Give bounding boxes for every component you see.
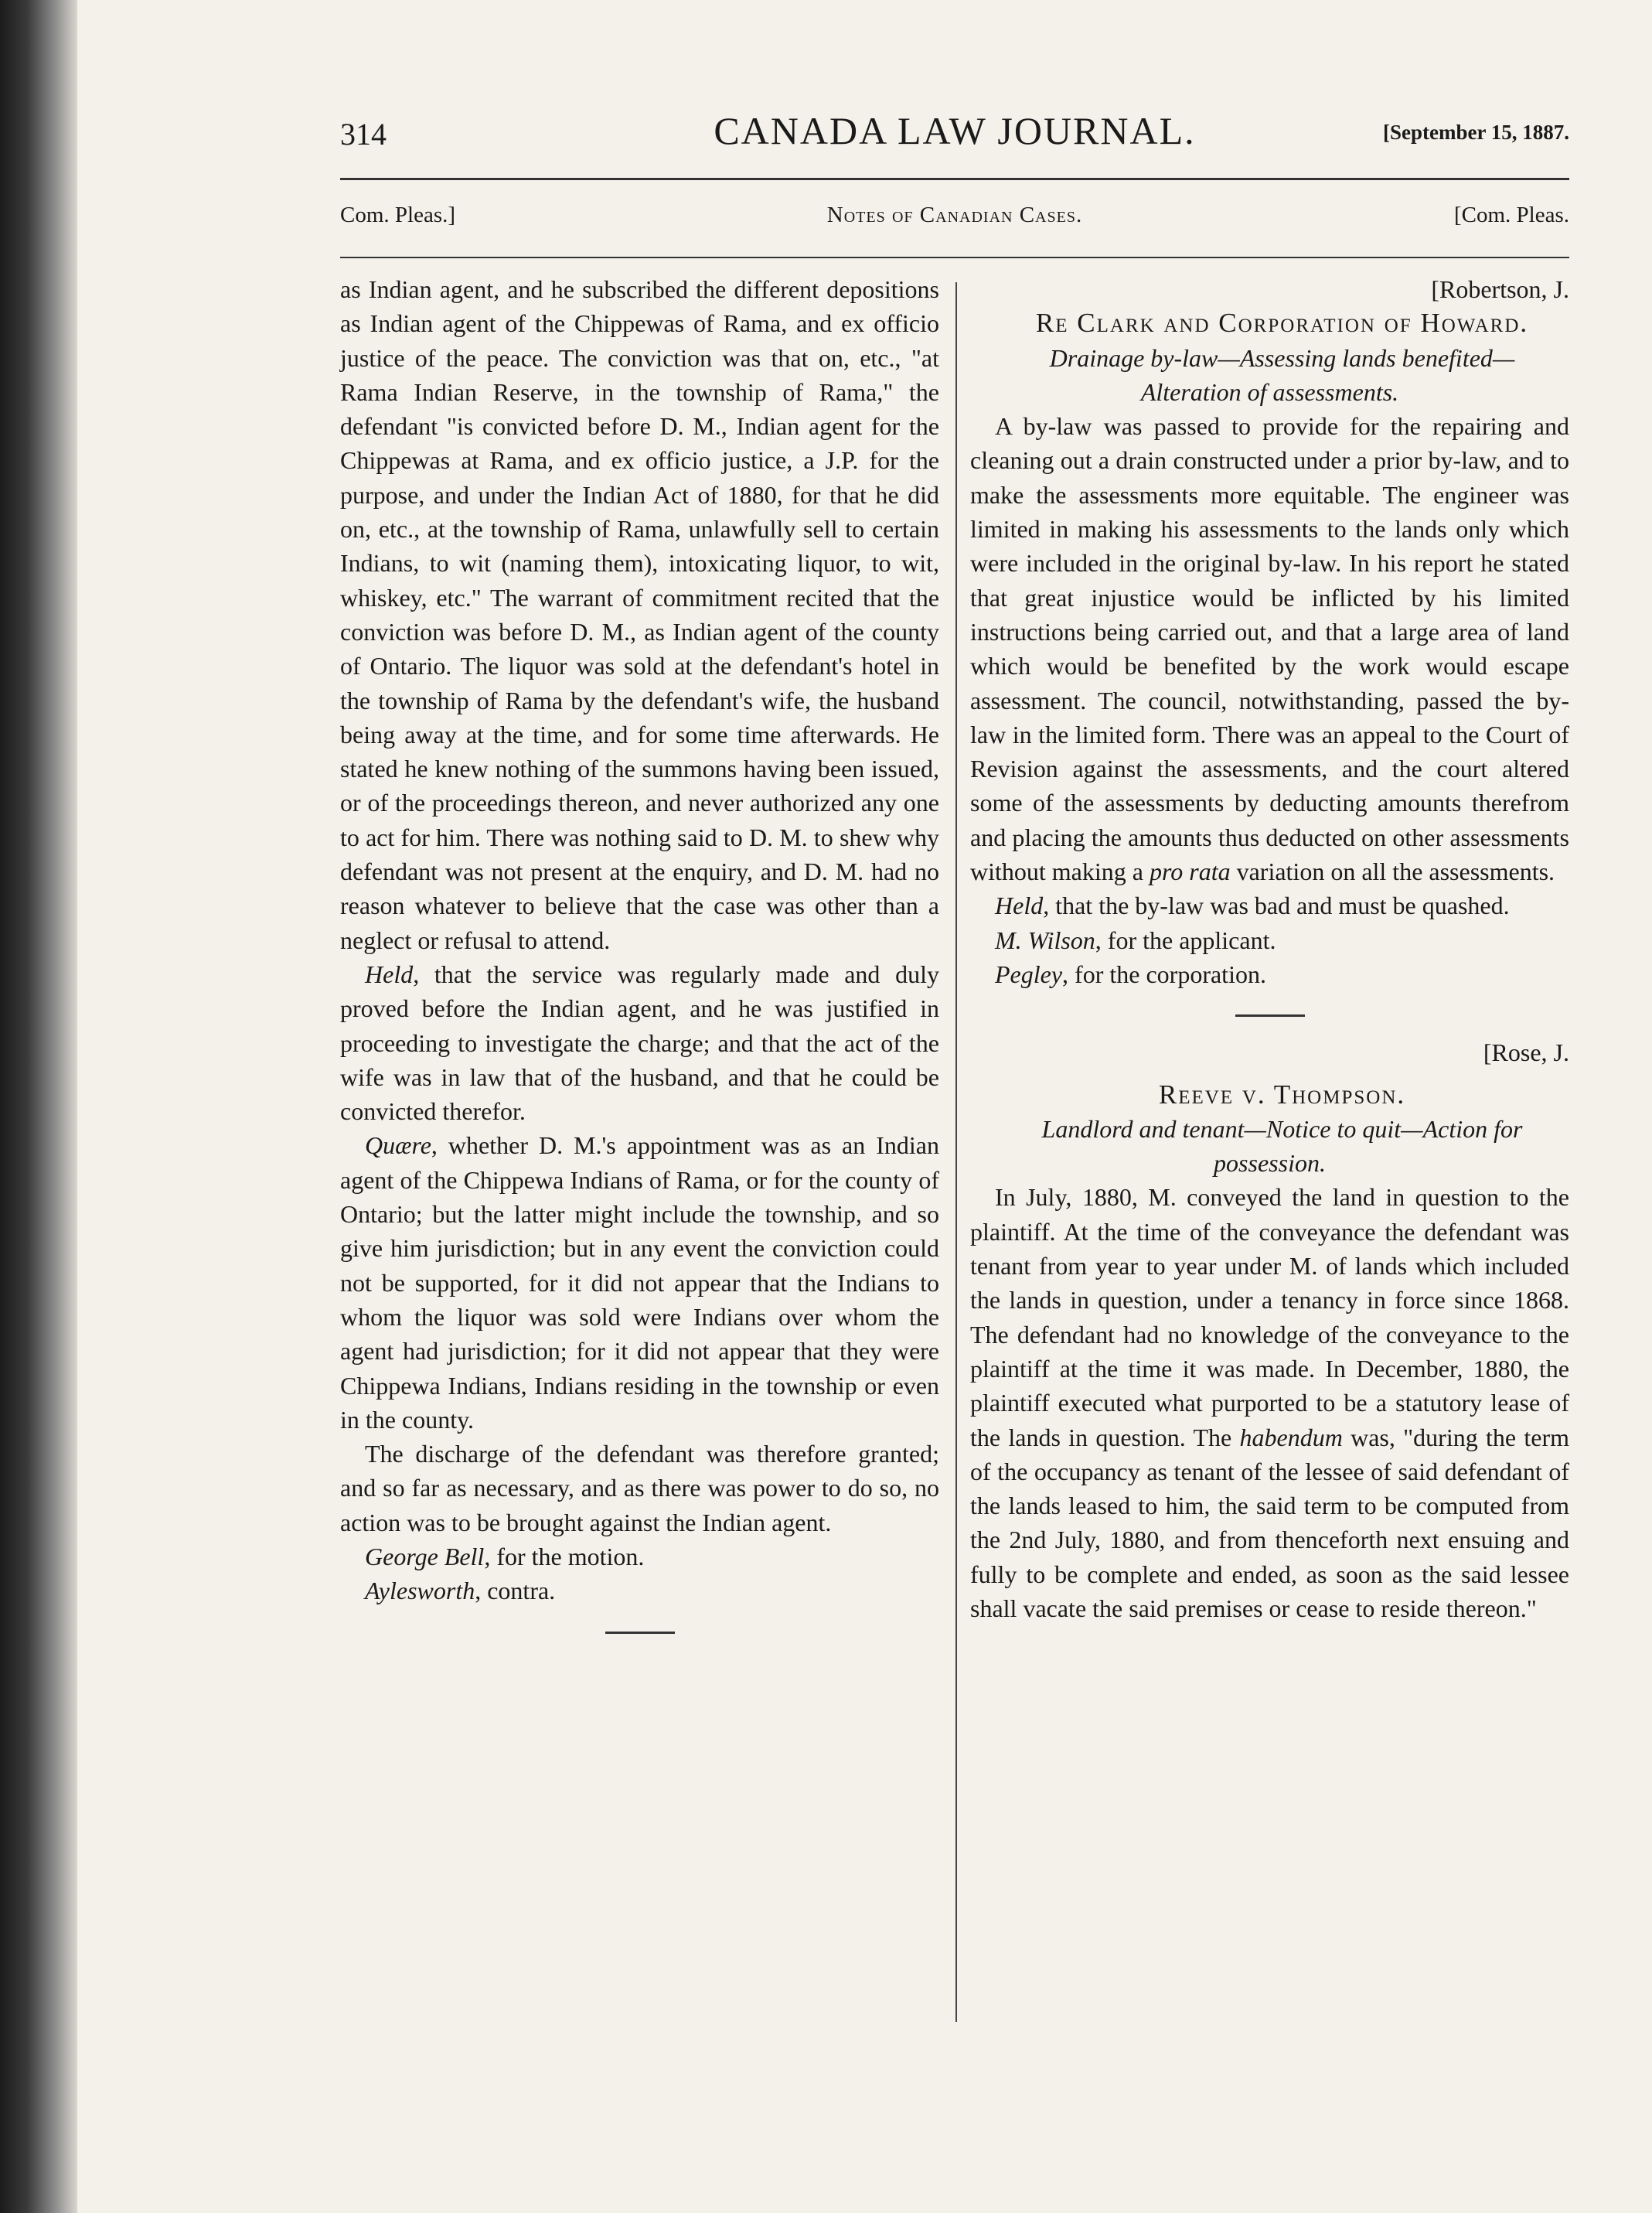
quaere-label: Quære	[365, 1131, 431, 1160]
counsel-line	[340, 1574, 939, 1608]
case-separator-rule	[1235, 1014, 1305, 1017]
column-divider	[955, 282, 957, 2022]
counsel-role: , contra.	[475, 1577, 556, 1605]
held-label: Held	[365, 960, 414, 988]
section-title: Notes of Canadian Cases.	[826, 203, 1083, 227]
journal-title: CANADA LAW JOURNAL.	[714, 109, 1196, 152]
case-title: Reeve v. Thompson.	[1158, 1079, 1406, 1110]
book-binding-shadow	[0, 0, 77, 2213]
judge-name: [Rose, J.	[1483, 1038, 1569, 1067]
italic-term: habendum	[1239, 1423, 1343, 1451]
page-number: 314	[340, 117, 387, 152]
paragraph-text: , that the by-law was bad and must be quashed.	[1043, 892, 1510, 920]
counsel-role: , for the motion.	[484, 1542, 645, 1570]
paragraph-text: A by-law was passed to provide for the repairing and cleaning out a drain constructed under a prior by-law, and to make the assessments more equitable. The engineer was limited in making his assessments to the lands only which were included in the original by-law. In his report he stated that great injustice would be inflicted by his limited instructions being carried out, and that a large area of land which would be benefited by the work would escape assessment. The council, notwithstanding, passed the by-law in the limited form. There was an appeal to the Court of Revision against the assessments, and the court altered some of the assessments by deducting amounts therefrom and placing the amounts thus deducted on other assessments without making a	[970, 412, 1569, 886]
page-header	[340, 108, 1569, 155]
paragraph: as Indian agent, and he subscribed the different depositions as Indian agent of the Chippewas of Rama, and ex officio justice of the peace. The conviction was that on, etc., "at Rama Indian Reserve, in the township of Rama," the defendant "is convicted before D. M., Indian agent for the Chippewas at Rama, and ex officio justice, a J.P. for the purpose, and under the Indian Act of 1880, for that he did on, etc., at the township of Rama, unlawfully sell to certain Indians, to wit (naming them), intoxicating liquor, to wit, whiskey, etc." The warrant of commitment recited that the conviction was before D. M., as Indian agent of the county of Ontario. The liquor was sold at the defendant's hotel in the township of Rama by the defendant's wife, the husband being away at the time, and for some time afterwards. He stated he knew nothing of the summons having been issued, or of the proceedings thereon, and never authorized any one to act for him. There was nothing said to D. M. to shew why defendant was not present at the enquiry, and D. M. had no reason whatever to believe that the case was other than a neglect or refusal to attend.	[340, 275, 939, 954]
counsel-line	[970, 957, 1569, 991]
counsel-name: M. Wilson	[995, 926, 1095, 954]
counsel-name: George Bell	[365, 1542, 485, 1570]
paragraph-text: In July, 1880, M. conveyed the land in question to the plaintiff. At the time of the conveyance the defendant was tenant from year to year under M. of lands which included the lands in question, under a tenancy in force since 1868. The defendant had no knowledge of the conveyance to the plaintiff at the time it was made. In December, 1880, the plaintiff executed what purported to be a statutory lease of the lands in question. The	[970, 1183, 1569, 1451]
counsel-name: Aylesworth	[365, 1577, 475, 1605]
case-headnote: Landlord and tenant—Notice to quit—Action for possession.	[1041, 1114, 1523, 1178]
paragraph-text: , that the service was regularly made and duly proved before the Indian agent, and he was justified in proceeding to investigate the charge; and that the act of the wife was in law that of the husband, and that he could be convicted therefor.	[340, 960, 939, 1126]
section-rule	[340, 257, 1569, 258]
counsel-name: Pegley	[995, 960, 1063, 988]
paragraph-text: , whether D. M.'s appointment was as an Indian agent of the Chippewa Indians of Rama, or for the county of Ontario; but the latter might include the township, and so give him jurisdiction; but in any event the conviction could not be supported, for it did not appear that the Indians to whom the liquor was sold were Indians over whom the agent had jurisdiction; for it did not appear that they were Chippewa Indians, Indians residing in the township or even in the county.	[340, 1131, 939, 1434]
court-right: [Com. Pleas.	[1453, 203, 1569, 227]
counsel-line	[340, 1540, 939, 1574]
held-label: Held	[995, 892, 1044, 920]
paragraph	[340, 1128, 939, 1437]
paragraph	[970, 888, 1569, 922]
italic-term: pro rata	[1149, 858, 1231, 886]
court-left: Com. Pleas.]	[340, 203, 456, 227]
issue-date: [September 15, 1887.	[1383, 121, 1569, 144]
paragraph-text: variation on all the assessments.	[1230, 858, 1555, 886]
paragraph	[340, 957, 939, 1128]
end-rule	[605, 1632, 675, 1634]
paragraph	[970, 1180, 1569, 1625]
counsel-role: , for the applicant.	[1095, 926, 1276, 954]
judge-name: [Robertson, J.	[1431, 275, 1569, 303]
paragraph: The discharge of the defendant was therefore granted; and so far as necessary, and as there was power to do so, no action was to be brought against the Indian agent.	[340, 1440, 939, 1536]
right-column	[970, 263, 1569, 1625]
left-column	[340, 263, 939, 1652]
counsel-line	[970, 923, 1569, 957]
section-header	[340, 203, 1569, 234]
case-headnote: Drainage by-law—Assessing lands benefited—Alteration of assessments.	[1049, 343, 1515, 406]
case-title: Re Clark and Corporation of Howard.	[1035, 308, 1529, 339]
paragraph	[970, 409, 1569, 888]
paragraph-text: was, "during the term of the occupancy as tenant of the lessee of said defendant of the lands leased to him, the said term to be computed from the 2nd July, 1880, and from thenceforth next ensuing and fully to be complete and ended, as soon as the said lessee shall vacate the said premises or cease to reside thereon."	[970, 1423, 1570, 1622]
header-rule	[340, 178, 1569, 180]
counsel-role: , for the corporation.	[1062, 960, 1266, 988]
